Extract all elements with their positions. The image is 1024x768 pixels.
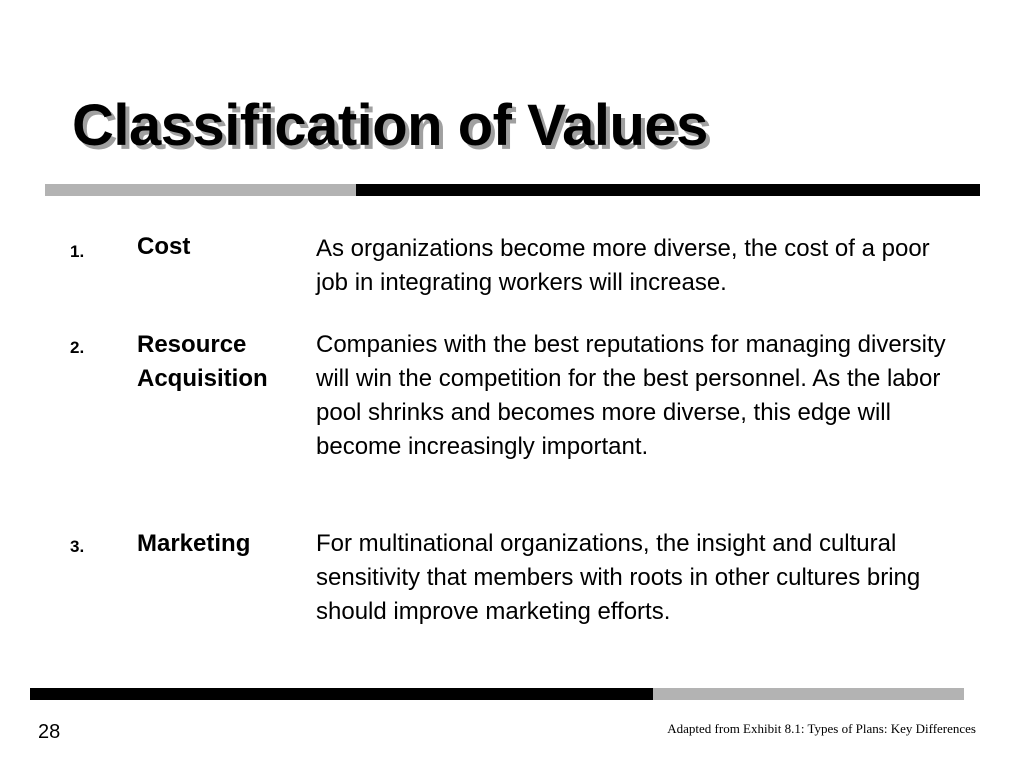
source-note: Adapted from Exhibit 8.1: Types of Plans: Key Differences	[667, 721, 976, 736]
item-term-line: Acquisition	[137, 365, 268, 392]
item-number: 1.	[70, 242, 85, 261]
item-number: 2.	[70, 338, 85, 357]
slide-title: Classification of Values	[72, 93, 708, 158]
page-number: 28	[38, 721, 61, 743]
item-term	[137, 527, 307, 561]
title-rule-black-segment	[356, 184, 980, 196]
item-term-line: Marketing	[137, 530, 251, 557]
item-term-line: Cost	[137, 233, 191, 260]
item-description: As organizations become more diverse, the cost of a poor job in integrating workers will increase.	[316, 235, 930, 296]
title-rule-gray-segment	[45, 184, 356, 196]
item-term	[137, 230, 307, 264]
footer-rule-gray-segment	[653, 688, 964, 700]
footer-rule-black-segment	[30, 688, 653, 700]
item-number: 3.	[70, 537, 85, 556]
item-term	[137, 328, 307, 396]
item-description: For multinational organizations, the insight and cultural sensitivity that members with roots in other cultures bring should improve marketing efforts.	[316, 530, 921, 625]
item-term-line: Resource	[137, 331, 247, 358]
item-description: Companies with the best reputations for managing diversity will win the competition for the best personnel. As the labor pool shrinks and becomes more diverse, this edge will become increasingly important.	[316, 331, 946, 460]
